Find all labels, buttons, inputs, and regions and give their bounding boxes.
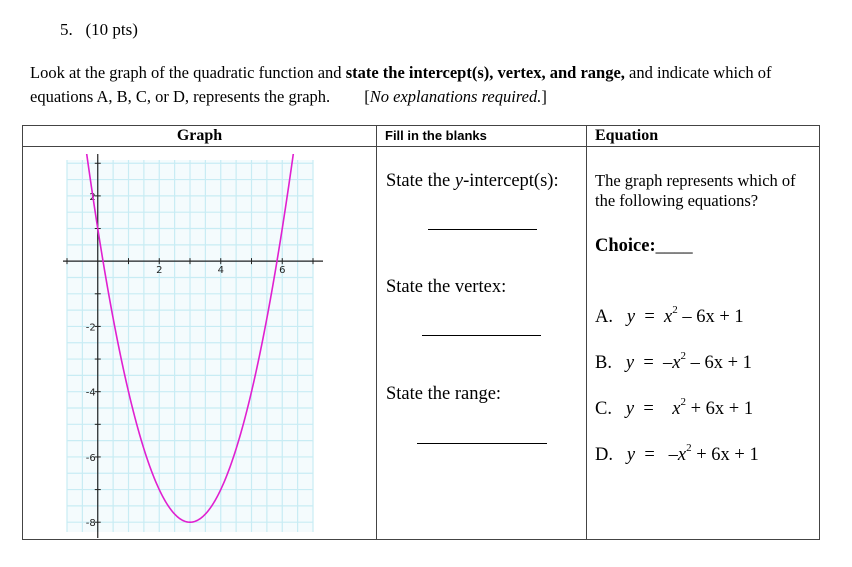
option-rest: + 6x + 1	[691, 445, 759, 465]
option-exponent: 2	[686, 442, 692, 454]
header-blanks: Fill in the blanks	[385, 128, 487, 143]
option-letter: C.	[595, 399, 612, 419]
option-lhs: y	[625, 399, 635, 419]
option-equals: =	[644, 445, 655, 465]
option-lhs: y	[626, 445, 636, 465]
y-tick-label: -2	[85, 322, 96, 334]
instructions-bold: state the intercept(s), vertex, and range,	[345, 63, 625, 82]
y-intercept-suffix: -intercept(s):	[463, 171, 559, 191]
x-tick-label: 4	[217, 265, 224, 277]
parabola-graph	[63, 154, 333, 538]
instructions-text: Look at the graph of the quadratic function and	[30, 63, 346, 82]
option-equals: =	[643, 353, 654, 373]
answer-table	[22, 125, 820, 540]
instructions	[30, 61, 830, 109]
y-tick-label: -6	[85, 452, 96, 464]
option-b[interactable]	[595, 350, 752, 374]
y-tick-label: -8	[85, 518, 96, 530]
x-tick-label: 6	[279, 265, 286, 277]
y-intercept-prefix: State the	[386, 171, 455, 191]
option-d[interactable]	[595, 442, 759, 466]
option-c[interactable]	[595, 396, 753, 420]
y-tick-label: -4	[85, 387, 96, 399]
choice-label	[595, 236, 693, 257]
header-equation: Equation	[595, 127, 659, 144]
y-variable: y	[454, 171, 464, 191]
option-exponent: 2	[680, 396, 686, 408]
option-exponent: 2	[680, 350, 686, 362]
header-graph: Graph	[176, 127, 223, 144]
x-tick-label: 2	[156, 265, 163, 277]
vertex-answer-line[interactable]	[422, 335, 541, 336]
option-equals: =	[643, 399, 654, 419]
option-letter: D.	[595, 445, 613, 465]
option-a[interactable]	[595, 304, 744, 328]
option-term: x	[672, 399, 681, 419]
y-tick-label: 2	[89, 191, 96, 203]
option-term: –x	[668, 445, 687, 465]
y-intercept-prompt	[386, 171, 559, 192]
instructions-note: No explanations required.	[369, 87, 542, 106]
range-prompt: State the range:	[386, 384, 502, 404]
table-divider	[376, 126, 377, 539]
question-number: 5.	[60, 20, 73, 39]
y-intercept-answer-line[interactable]	[428, 229, 537, 230]
note-bracket-close: ]	[541, 87, 547, 106]
table-divider	[586, 126, 587, 539]
table-header-divider	[23, 146, 819, 147]
option-term: –x	[663, 353, 681, 373]
option-lhs: y	[626, 307, 636, 327]
option-rest: – 6x + 1	[685, 353, 752, 373]
option-term: x	[664, 307, 673, 327]
range-answer-line[interactable]	[417, 443, 547, 444]
vertex-prompt: State the vertex:	[386, 277, 507, 297]
question-header	[60, 20, 138, 40]
instructions-text-2: and indicate which of equations A, B, C, or D, represents the graph.	[30, 63, 772, 106]
option-rest: + 6x + 1	[685, 399, 754, 419]
equation-prompt: The graph represents which of the following equations?	[595, 171, 796, 210]
option-letter: B.	[595, 353, 612, 373]
option-lhs: y	[625, 353, 635, 373]
option-equals: =	[644, 307, 655, 327]
question-points: (10 pts)	[85, 20, 138, 39]
option-letter: A.	[595, 307, 613, 327]
note-bracket-open: [	[364, 87, 370, 106]
choice-label-text: Choice:	[595, 236, 656, 256]
option-exponent: 2	[672, 304, 678, 316]
option-rest: – 6x + 1	[677, 307, 744, 327]
choice-blank[interactable]: ____	[655, 236, 693, 256]
